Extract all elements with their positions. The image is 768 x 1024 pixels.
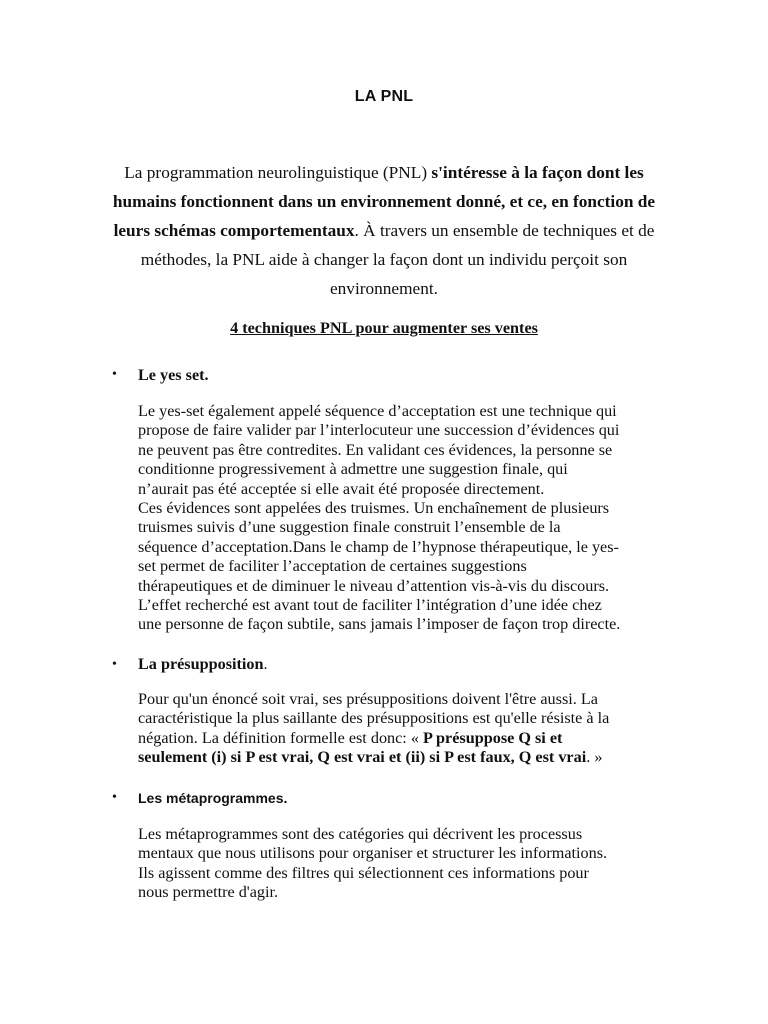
text-run: caractéristique la plus saillante des présuppositions est qu'elle résiste à la — [138, 709, 610, 728]
bullet-marker: • — [112, 790, 117, 805]
section-heading-text: Les métaprogrammes. — [138, 790, 288, 806]
text-run: propose de faire valider par l’interlocuteur une succession d’évidences qui — [138, 421, 620, 440]
intro-line — [92, 274, 676, 303]
text-run: négation. La définition formelle est donc: « — [138, 728, 423, 747]
paragraph-line — [138, 557, 686, 576]
paragraph-line — [138, 402, 686, 421]
paragraph-line — [138, 748, 686, 767]
paragraph-line — [138, 518, 686, 537]
paragraph-line — [138, 596, 686, 615]
intro-line — [92, 187, 676, 216]
paragraph-line — [138, 709, 686, 728]
section-subtitle: 4 techniques PNL pour augmenter ses ventes — [230, 319, 538, 337]
text-run: ne peuvent pas être contredites. En validant ces évidences, la personne se — [138, 440, 613, 459]
section-paragraph-presupposition — [138, 690, 686, 768]
paragraph-line — [138, 441, 686, 460]
bullet-marker: • — [112, 367, 117, 382]
paragraph-line — [138, 844, 686, 863]
text-run: une personne de façon subtile, sans jamais l’imposer de façon trop directe. — [138, 615, 621, 634]
intro-line — [92, 216, 676, 245]
paragraph-line — [138, 729, 686, 748]
intro-run: méthodes, la PNL aide à changer la façon dont un individu perçoit son — [140, 250, 628, 269]
paragraph-line — [138, 480, 686, 499]
intro-run-bold: leurs schémas comportementaux — [113, 221, 355, 240]
text-run: set permet de faciliter l’acceptation de certaines suggestions — [138, 557, 527, 576]
text-run: Ces évidences sont appelées des truismes. Un enchaînement de plusieurs — [138, 499, 610, 518]
intro-run-bold: humains fonctionnent dans un environnement donné, et ce, en fonction de — [112, 192, 656, 211]
intro-run-bold: s'intéresse à la façon dont les — [431, 163, 644, 182]
page-title: LA PNL — [354, 88, 414, 105]
section-paragraph-metaprogrammes — [138, 825, 686, 903]
text-run: Pour qu'un énoncé soit vrai, ses présuppositions doivent l'être aussi. La — [138, 690, 598, 708]
text-run: mentaux que nous utilisons pour organiser et structurer les informations. — [138, 844, 608, 863]
text-run: nous permettre d'agir. — [138, 883, 279, 902]
section-heading-suffix: . — [263, 655, 268, 673]
text-run: . » — [586, 748, 603, 767]
intro-run: La programmation neurolinguistique (PNL) — [124, 163, 432, 182]
paragraph-line — [138, 883, 686, 902]
bullet-marker: • — [112, 657, 117, 672]
text-run: Ils agissent comme des filtres qui sélectionnent ces informations pour — [138, 863, 589, 882]
section-heading-metaprogrammes — [138, 790, 287, 806]
paragraph-line — [138, 577, 686, 596]
text-run: thérapeutiques et de diminuer le niveau d’attention vis-à-vis du discours. — [138, 576, 610, 595]
paragraph-line — [138, 864, 686, 883]
paragraph-line — [138, 499, 686, 518]
text-run: L’effet recherché est avant tout de faciliter l’intégration d’une idée chez — [138, 596, 602, 615]
paragraph-line — [138, 538, 686, 557]
intro-run: environnement. — [330, 279, 438, 298]
text-run-bold: P présuppose Q si et — [423, 728, 563, 747]
intro-line — [92, 158, 676, 187]
intro-run: . À travers un ensemble de techniques et de — [354, 221, 655, 240]
section-heading-text: Le yes set. — [138, 366, 209, 384]
intro-paragraph — [92, 158, 676, 303]
paragraph-line — [138, 690, 686, 709]
section-heading-text: La présupposition — [138, 655, 264, 673]
text-run: séquence d’acceptation.Dans le champ de l’hypnose thérapeutique, le yes- — [138, 537, 619, 556]
paragraph-line — [138, 460, 686, 479]
section-paragraph-yes-set — [138, 402, 686, 635]
text-run: n’aurait pas été acceptée si elle avait été proposée directement. — [138, 479, 545, 498]
text-run: Le yes-set également appelé séquence d’acceptation est une technique qui — [138, 402, 617, 420]
text-run: Les métaprogrammes sont des catégories qui décrivent les processus — [138, 825, 583, 843]
section-heading-yes-set — [138, 366, 209, 385]
text-run-bold: seulement (i) si P est vrai, Q est vrai et (ii) si P est faux, Q est vrai — [138, 748, 587, 767]
intro-line — [92, 245, 676, 274]
section-heading-presupposition — [138, 655, 268, 674]
text-run: truismes suivis d’une suggestion finale construit l’ensemble de la — [138, 518, 561, 537]
paragraph-line — [138, 615, 686, 634]
text-run: conditionne progressivement à admettre une suggestion finale, qui — [138, 460, 568, 479]
paragraph-line — [138, 825, 686, 844]
paragraph-line — [138, 421, 686, 440]
